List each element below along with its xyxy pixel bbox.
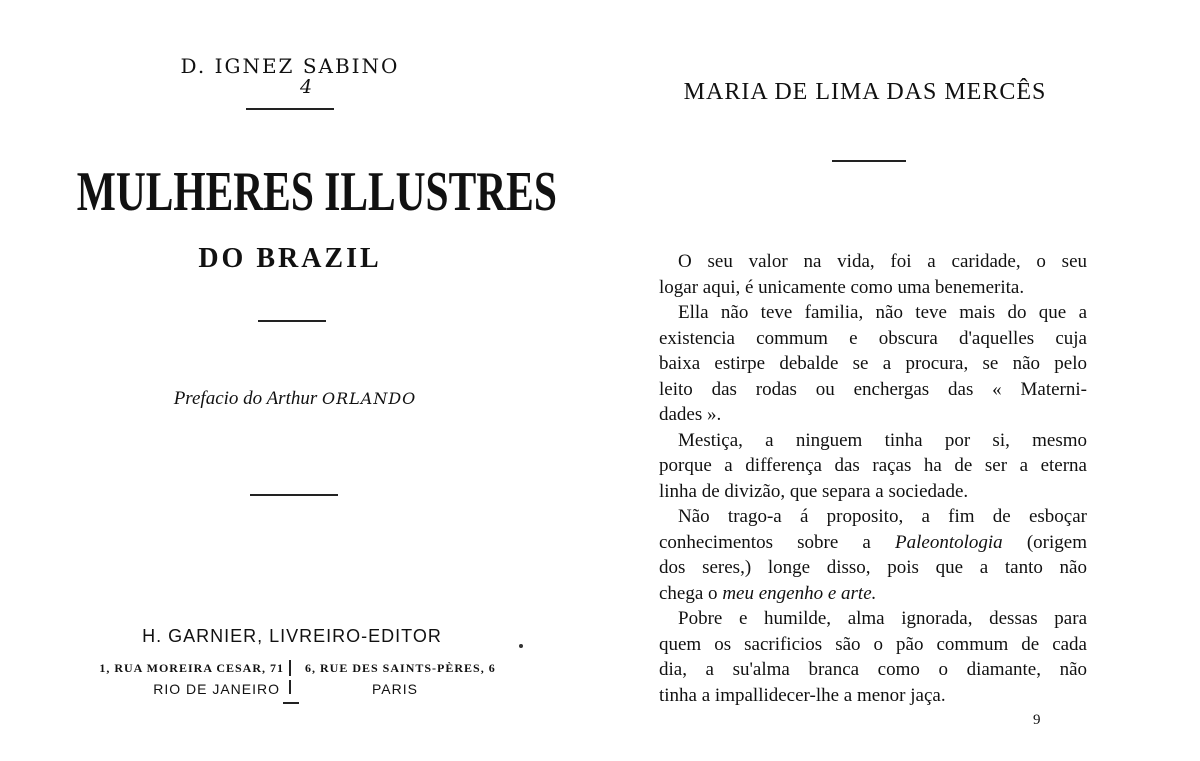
city-paris: PARIS [372,681,418,697]
ink-speck [519,644,523,648]
text-fragment: conhecimentos sobre a [659,531,871,553]
bottom-dash [283,702,299,704]
city-rio: RIO DE JANEIRO [153,681,280,697]
text-line [659,530,1087,556]
text-line: dia, a su'alma branca como o diamante, não [659,659,1087,680]
author-name: D. IGNEZ SABINO [180,54,400,78]
text-line: tinha a impallidecer-lhe a menor jaça. [659,684,946,706]
book-subtitle: DO BRAZIL [198,243,382,274]
italic-term: Paleontologia [895,531,1003,553]
text-line: Ella não teve familia, não teve mais do que a [678,302,1087,323]
text-line: Pobre e humilde, alma ignorada, dessas para [678,608,1087,629]
address-separator [289,660,291,676]
body-text [659,249,1087,708]
divider-rule [246,108,334,110]
text-line: dades ». [659,404,722,425]
preface-credit [0,388,590,410]
page-number: 9 [1033,712,1041,728]
italic-phrase: meu engenho e arte. [722,582,877,604]
preface-name: ORLANDO [322,389,417,408]
address-paris: 6, RUE DES SAINTS-PÈRES, 6 [305,661,496,675]
text-line: porque a differença das raças ha de ser a eterna [659,455,1087,476]
text-line: existencia commum e obscura d'aquelles cuja [659,327,1087,349]
city-separator [289,680,291,694]
handwritten-mark: 4 [300,76,313,98]
publisher-name: H. GARNIER, LIVREIRO-EDITOR [142,626,442,646]
preface-prefix: Prefacio do Arthur [173,388,318,409]
text-line: O seu valor na vida, foi a caridade, o seu [678,251,1087,272]
text-line [659,581,1087,607]
text-line: Mestiça, a ninguem tinha por si, mesmo [678,429,1087,451]
text-line: dos seres,) longe disso, pois que a tanto não [659,557,1087,578]
text-line: linha de divizão, que separa a sociedade. [659,480,969,502]
divider-rule [250,494,338,496]
text-fragment: chega o [659,582,718,604]
text-fragment: (origem [1026,531,1087,553]
text-line: Não trago-a á proposito, a fim de esboçar [678,506,1087,527]
divider-rule [832,160,906,162]
divider-rule [258,320,326,322]
chapter-heading: MARIA DE LIMA DAS MERCÊS [683,79,1047,105]
text-line: leito das rodas ou enchergas das « Materni- [659,378,1087,400]
text-page [600,0,1200,761]
book-title: MULHERES ILLUSTRES [76,161,557,223]
title-page [0,0,590,761]
text-line: quem os sacrificios são o pão commum de cada [659,633,1087,655]
address-rio: 1, RUA MOREIRA CESAR, 71 [99,661,284,675]
text-line: baixa estirpe debalde se a procura, se não pelo [659,353,1087,374]
text-line: logar aqui, é unicamente como uma benemerita. [659,276,1025,298]
